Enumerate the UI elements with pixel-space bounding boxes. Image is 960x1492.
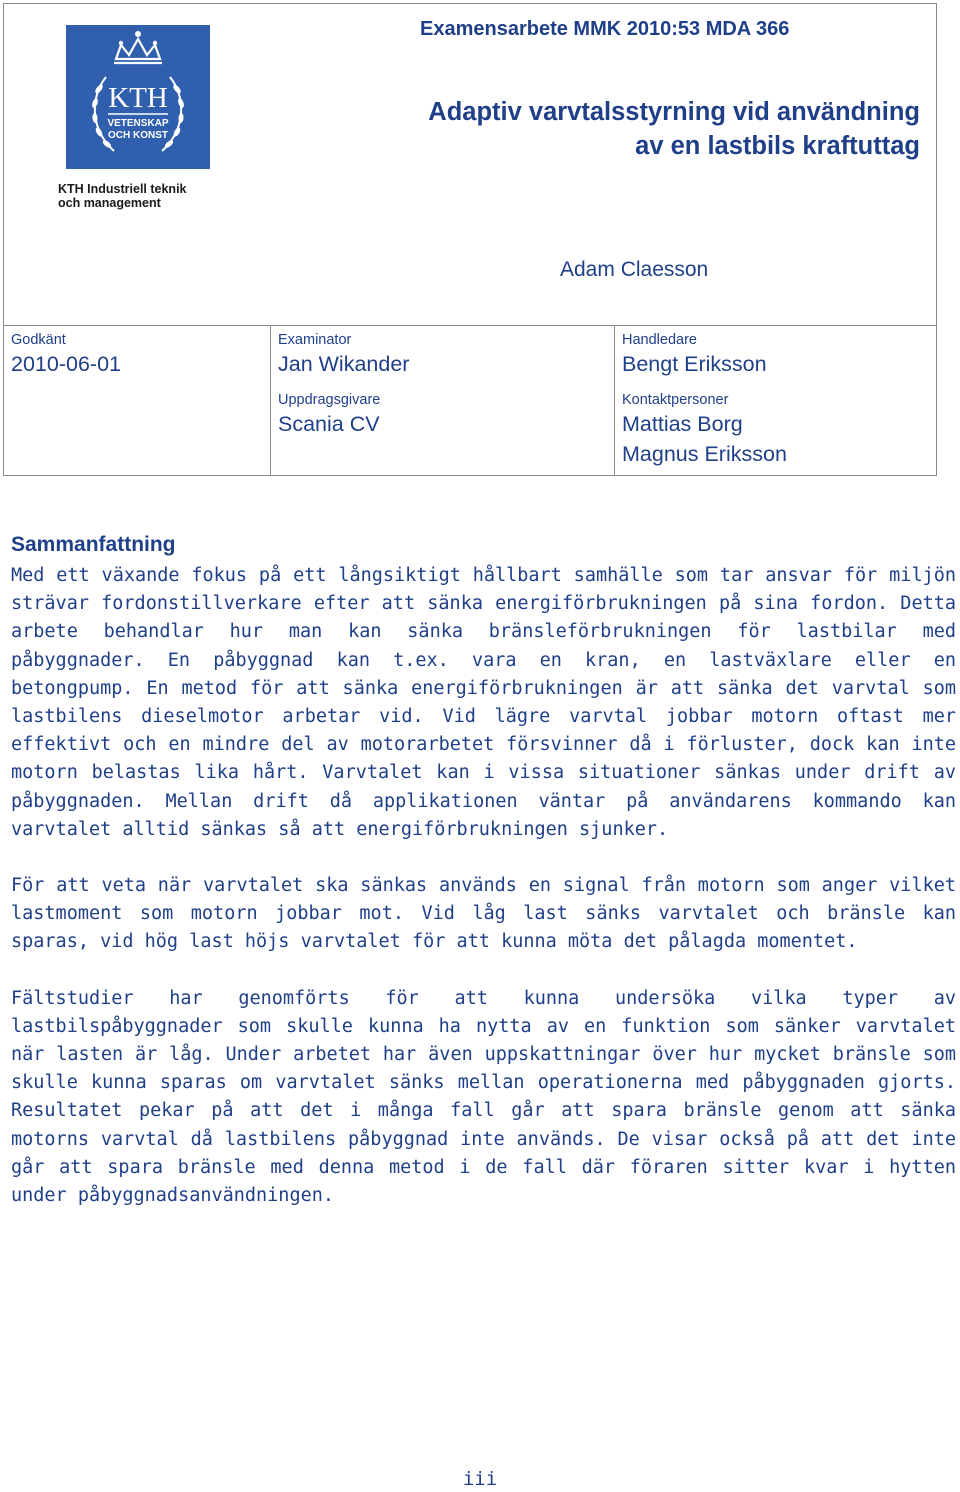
summary-paragraph: Fältstudier har genomförts för att kunna undersöka vilka typer av lastbilspåbyggnader som skulle kunna ha nytta av en funktion som sänker varvtalet när lasten är låg. Under arbetet har även uppskattningar över hur mycket bränsle som skulle kunna sparas om varvtalet sänks mellan operationerna med påbyggnaden gjorts. Resultatet pekar på att det i många fall går att spara bränsle genom att sänka motorns varvtal då lastbilens påbyggnad inte används. De visar också på att det inte går att spara bränsle med denna metod i de fall där föraren sitter kvar i hytten under påbyggnadsanvändningen. — [11, 987, 956, 1207]
summary-paragraph: För att veta när varvtalet ska sänkas används en signal från motorn som anger vilket lastmoment som motorn jobbar mot. Vid låg last sänks varvtalet och bränsle kan sparas, vid hög last höjs varvtalet för att kunna möta det pålagda momentet. — [11, 875, 956, 953]
examiner-value: Jan Wikander — [278, 352, 410, 376]
svg-text:VETENSKAP: VETENSKAP — [107, 118, 169, 129]
commissioner-cell — [278, 391, 380, 439]
approved-cell — [11, 331, 121, 379]
contacts-cell — [622, 391, 787, 469]
summary-section — [11, 530, 956, 1210]
thesis-title — [300, 95, 920, 163]
thesis-series: Examensarbete MMK 2010:53 MDA 366 — [420, 18, 790, 40]
examiner-cell — [278, 331, 409, 379]
thesis-title-line2: av en lastbils kraftuttag — [635, 132, 920, 160]
page-number: iii — [462, 1468, 498, 1490]
approved-label: Godkänt — [11, 332, 66, 348]
examiner-label: Examinator — [278, 332, 352, 348]
contacts-label: Kontaktpersoner — [622, 392, 729, 408]
kth-crown-seal-icon — [66, 25, 210, 169]
thesis-title-line1: Adaptiv varvtalsstyrning vid användning — [428, 98, 920, 126]
info-table-divider — [3, 325, 937, 326]
kth-logo — [66, 25, 210, 169]
contact-person: Mattias Borg — [622, 412, 743, 436]
supervisor-label: Handledare — [622, 332, 697, 348]
commissioner-value: Scania CV — [278, 412, 380, 436]
supervisor-cell — [622, 331, 767, 379]
svg-text:KTH: KTH — [108, 82, 168, 114]
author-name: Adam Claesson — [560, 258, 709, 281]
approved-value: 2010-06-01 — [11, 352, 121, 376]
svg-text:OCH KONST: OCH KONST — [108, 130, 168, 141]
logo-caption — [58, 182, 228, 210]
contact-person: Magnus Eriksson — [622, 442, 787, 466]
logo-caption-line1: KTH Industriell teknik — [58, 182, 187, 196]
info-column-divider — [270, 325, 271, 476]
supervisor-value: Bengt Eriksson — [622, 352, 767, 376]
commissioner-label: Uppdragsgivare — [278, 392, 381, 408]
logo-caption-line2: och management — [58, 196, 161, 210]
summary-paragraph: Med ett växande fokus på ett långsiktigt hållbart samhälle som tar ansvar för miljön strävar fordonstillverkare efter att sänka energiförbrukningen på sina fordon. Detta arbete behandlar hur man kan sänka bränsleförbrukningen för lastbilar med påbyggnader. En påbyggnad kan t.ex. vara en kran, en lastväxlare eller en betongpump. En metod för att sänka energiförbrukningen är att sänka det varvtal som lastbilens dieselmotor arbetar vid. Vid lägre varvtal jobbar motorn oftast mer effektivt och en mindre del av motorarbetet försvinner då i förluster, dock kan inte motorn belastas lika hårt. Varvtalet kan i vissa situationer sänkas under drift av påbyggnaden. Mellan drift då applikationen väntar på användarens kommando kan varvtalet alltid sänkas så att energiförbrukningen sjunker. — [11, 565, 956, 840]
contacts-value — [622, 409, 787, 469]
summary-heading: Sammanfattning — [11, 533, 176, 556]
info-column-divider — [614, 325, 615, 476]
